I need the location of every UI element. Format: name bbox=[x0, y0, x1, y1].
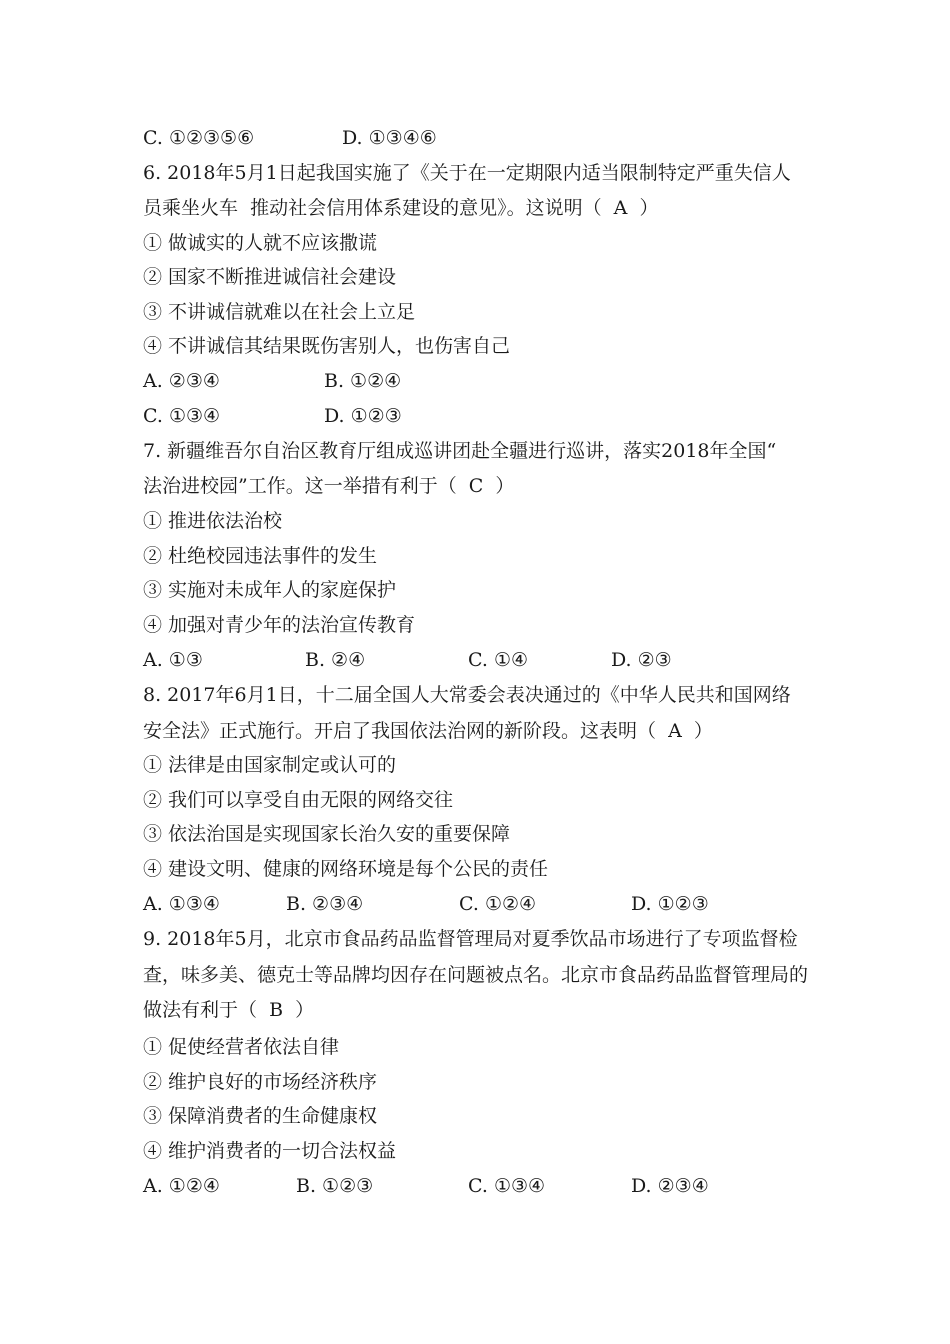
q8-item-4: ④ 建设文明、健康的网络环境是每个公民的责任 bbox=[143, 858, 549, 880]
q7-option-b: B. ②④ bbox=[305, 649, 366, 671]
q6-item-4: ④ 不讲诚信其结果既伤害别人，也伤害自己 bbox=[143, 335, 511, 357]
q9-option-d: D. ②③④ bbox=[631, 1175, 709, 1197]
q8-option-d: D. ①②③ bbox=[631, 893, 709, 915]
q9-stem-line3: 做法有利于（ B ） bbox=[143, 999, 315, 1021]
q9-item-1: ① 促使经营者依法自律 bbox=[143, 1036, 340, 1058]
q8-option-a: A. ①③④ bbox=[143, 893, 220, 915]
q8-item-2: ② 我们可以享受自由无限的网络交往 bbox=[143, 789, 454, 811]
q9-item-3: ③ 保障消费者的生命健康权 bbox=[143, 1105, 378, 1127]
q5-option-c: C. ①②③⑤⑥ bbox=[143, 127, 255, 149]
q7-option-c: C. ①④ bbox=[468, 649, 529, 671]
q7-item-2: ② 杜绝校园违法事件的发生 bbox=[143, 545, 378, 567]
q8-stem-line1: 8. 2017年6月1日，十二届全国人大常委会表决通过的《中华人民共和国网络 bbox=[143, 684, 791, 706]
q9-option-b: B. ①②③ bbox=[296, 1175, 374, 1197]
q9-option-a: A. ①②④ bbox=[143, 1175, 220, 1197]
q7-item-4: ④ 加强对青少年的法治宣传教育 bbox=[143, 614, 416, 636]
q7-option-d: D. ②③ bbox=[611, 649, 672, 671]
q6-item-3: ③ 不讲诚信就难以在社会上立足 bbox=[143, 301, 416, 323]
q9-stem-line1: 9. 2018年5月，北京市食品药品监督管理局对夏季饮品市场进行了专项监督检 bbox=[143, 928, 798, 950]
q7-stem-line1: 7. 新疆维吾尔自治区教育厅组成巡讲团赴全疆进行巡讲，落实2018年全国“ bbox=[143, 440, 777, 462]
q6-option-a: A. ②③④ bbox=[143, 370, 220, 392]
q8-item-3: ③ 依法治国是实现国家长治久安的重要保障 bbox=[143, 823, 511, 845]
q6-stem-line1: 6. 2018年5月1日起我国实施了《关于在一定期限内适当限制特定严重失信人 bbox=[143, 162, 791, 184]
q6-option-c: C. ①③④ bbox=[143, 405, 221, 427]
q7-item-3: ③ 实施对未成年人的家庭保护 bbox=[143, 579, 397, 601]
q6-option-d: D. ①②③ bbox=[324, 405, 402, 427]
q9-item-4: ④ 维护消费者的一切合法权益 bbox=[143, 1140, 397, 1162]
q9-option-c: C. ①③④ bbox=[468, 1175, 546, 1197]
q8-item-1: ① 法律是由国家制定或认可的 bbox=[143, 754, 397, 776]
q8-option-c: C. ①②④ bbox=[459, 893, 537, 915]
q8-stem-line2: 安全法》正式施行。开启了我国依法治网的新阶段。这表明（ A ） bbox=[143, 720, 713, 742]
q6-item-2: ② 国家不断推进诚信社会建设 bbox=[143, 266, 397, 288]
q7-stem-line2: 法治进校园”工作。这一举措有利于（ C ） bbox=[143, 475, 515, 497]
q8-option-b: B. ②③④ bbox=[286, 893, 364, 915]
q9-item-2: ② 维护良好的市场经济秩序 bbox=[143, 1071, 378, 1093]
q6-stem-line2: 员乘坐火车 推动社会信用体系建设的意见》。这说明（ A ） bbox=[143, 197, 659, 219]
q6-item-1: ① 做诚实的人就不应该撒谎 bbox=[143, 232, 378, 254]
q6-option-b: B. ①②④ bbox=[324, 370, 402, 392]
q7-item-1: ① 推进依法治校 bbox=[143, 510, 283, 532]
q7-option-a: A. ①③ bbox=[143, 649, 203, 671]
q5-option-d: D. ①③④⑥ bbox=[342, 127, 437, 149]
q9-stem-line2: 查，味多美、德克士等品牌均因存在问题被点名。北京市食品药品监督管理局的 bbox=[143, 964, 809, 986]
